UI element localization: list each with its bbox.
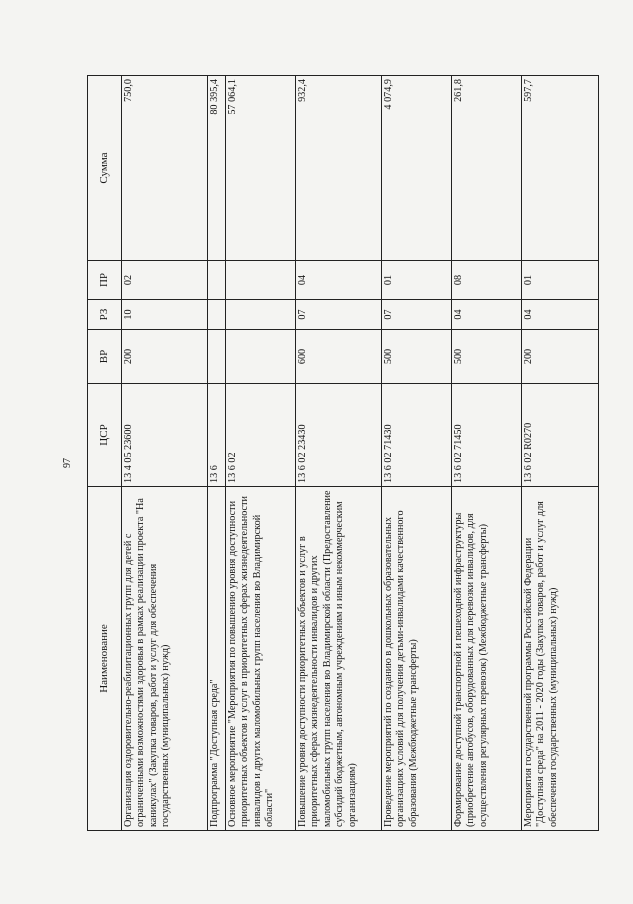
cell-vr: 600 [296, 330, 382, 384]
cell-pr: 08 [452, 261, 522, 300]
cell-rz: 04 [522, 300, 599, 330]
cell-vr [226, 330, 296, 384]
table-row [382, 76, 452, 831]
table-row [226, 76, 296, 831]
cell-vr: 500 [382, 330, 452, 384]
table-row [522, 76, 599, 831]
cell-pr: 02 [122, 261, 208, 300]
cell-vr: 500 [452, 330, 522, 384]
cell-name: Организация оздоровительно-реабилитационных групп для детей с ограниченными возможностями здоровья в рамках реализации проекта "На каникулах" (Закупка товаров, работ и услуг для обеспечения государственных (муниципальных) нужд) [122, 487, 208, 831]
cell-csr: 13 6 02 71450 [452, 384, 522, 487]
cell-pr [208, 261, 226, 300]
cell-vr [208, 330, 226, 384]
cell-pr: 04 [296, 261, 382, 300]
table-row [452, 76, 522, 831]
table-row [208, 76, 226, 831]
rotated-page [87, 76, 598, 831]
cell-pr [226, 261, 296, 300]
cell-csr: 13 6 02 71430 [382, 384, 452, 487]
header-csr: ЦСР [88, 384, 122, 487]
cell-rz: 10 [122, 300, 208, 330]
cell-name: Мероприятия государственной программы Российской Федерации "Доступная среда" на 2011 - 2020 годы (Закупка товаров, работ и услуг для обеспечения государственных (муниципальных) нужд) [522, 487, 599, 831]
cell-name: Основное мероприятие "Мероприятия по повышению уровня доступности приоритетных объектов и услуг в приоритетных сферах жизнедеятельности инвалидов и других маломобильных групп населения во Владимирской области" [226, 487, 296, 831]
page-number: 97 [62, 458, 73, 468]
cell-pr: 01 [522, 261, 599, 300]
table-header-row [88, 76, 122, 831]
header-vr: ВР [88, 330, 122, 384]
header-sum: Сумма [88, 76, 122, 261]
cell-rz [208, 300, 226, 330]
cell-csr: 13 6 [208, 384, 226, 487]
cell-sum: 750,0 [122, 76, 208, 261]
cell-name: Повышение уровня доступности приоритетных объектов и услуг в приоритетных сферах жизнедеятельности инвалидов и других маломобильных групп населения во Владимирской области (Предоставление субсидий бюджетным, автономным учреждениям и иным некоммерческим организациям) [296, 487, 382, 831]
table-row [122, 76, 208, 831]
cell-sum: 932,4 [296, 76, 382, 261]
cell-sum: 261,8 [452, 76, 522, 261]
cell-csr: 13 6 02 R0270 [522, 384, 599, 487]
cell-vr: 200 [122, 330, 208, 384]
cell-sum: 4 074,9 [382, 76, 452, 261]
cell-name: Проведение мероприятий по созданию в дошкольных образовательных организациях условий для получения детьми-инвалидами качественного образования (Межбюджетные трансферты) [382, 487, 452, 831]
budget-table [87, 75, 599, 831]
cell-name: Формирование доступной транспортной и пешеходной инфраструктуры (приобретение автобусов, оборудованных для перевозки инвалидов, для осуществления регулярных перевозок) (Межбюджетные трансферты) [452, 487, 522, 831]
header-rz: РЗ [88, 300, 122, 330]
cell-csr: 13 4 05 23600 [122, 384, 208, 487]
cell-rz: 07 [296, 300, 382, 330]
header-name: Наименование [88, 487, 122, 831]
cell-rz [226, 300, 296, 330]
cell-name: Подпрограмма "Доступная среда" [208, 487, 226, 831]
cell-csr: 13 6 02 [226, 384, 296, 487]
cell-sum: 80 395,4 [208, 76, 226, 261]
cell-vr: 200 [522, 330, 599, 384]
cell-csr: 13 6 02 23430 [296, 384, 382, 487]
table-row [296, 76, 382, 831]
cell-sum: 57 064,1 [226, 76, 296, 261]
cell-pr: 01 [382, 261, 452, 300]
header-pr: ПР [88, 261, 122, 300]
cell-sum: 597,7 [522, 76, 599, 261]
cell-rz: 04 [452, 300, 522, 330]
cell-rz: 07 [382, 300, 452, 330]
